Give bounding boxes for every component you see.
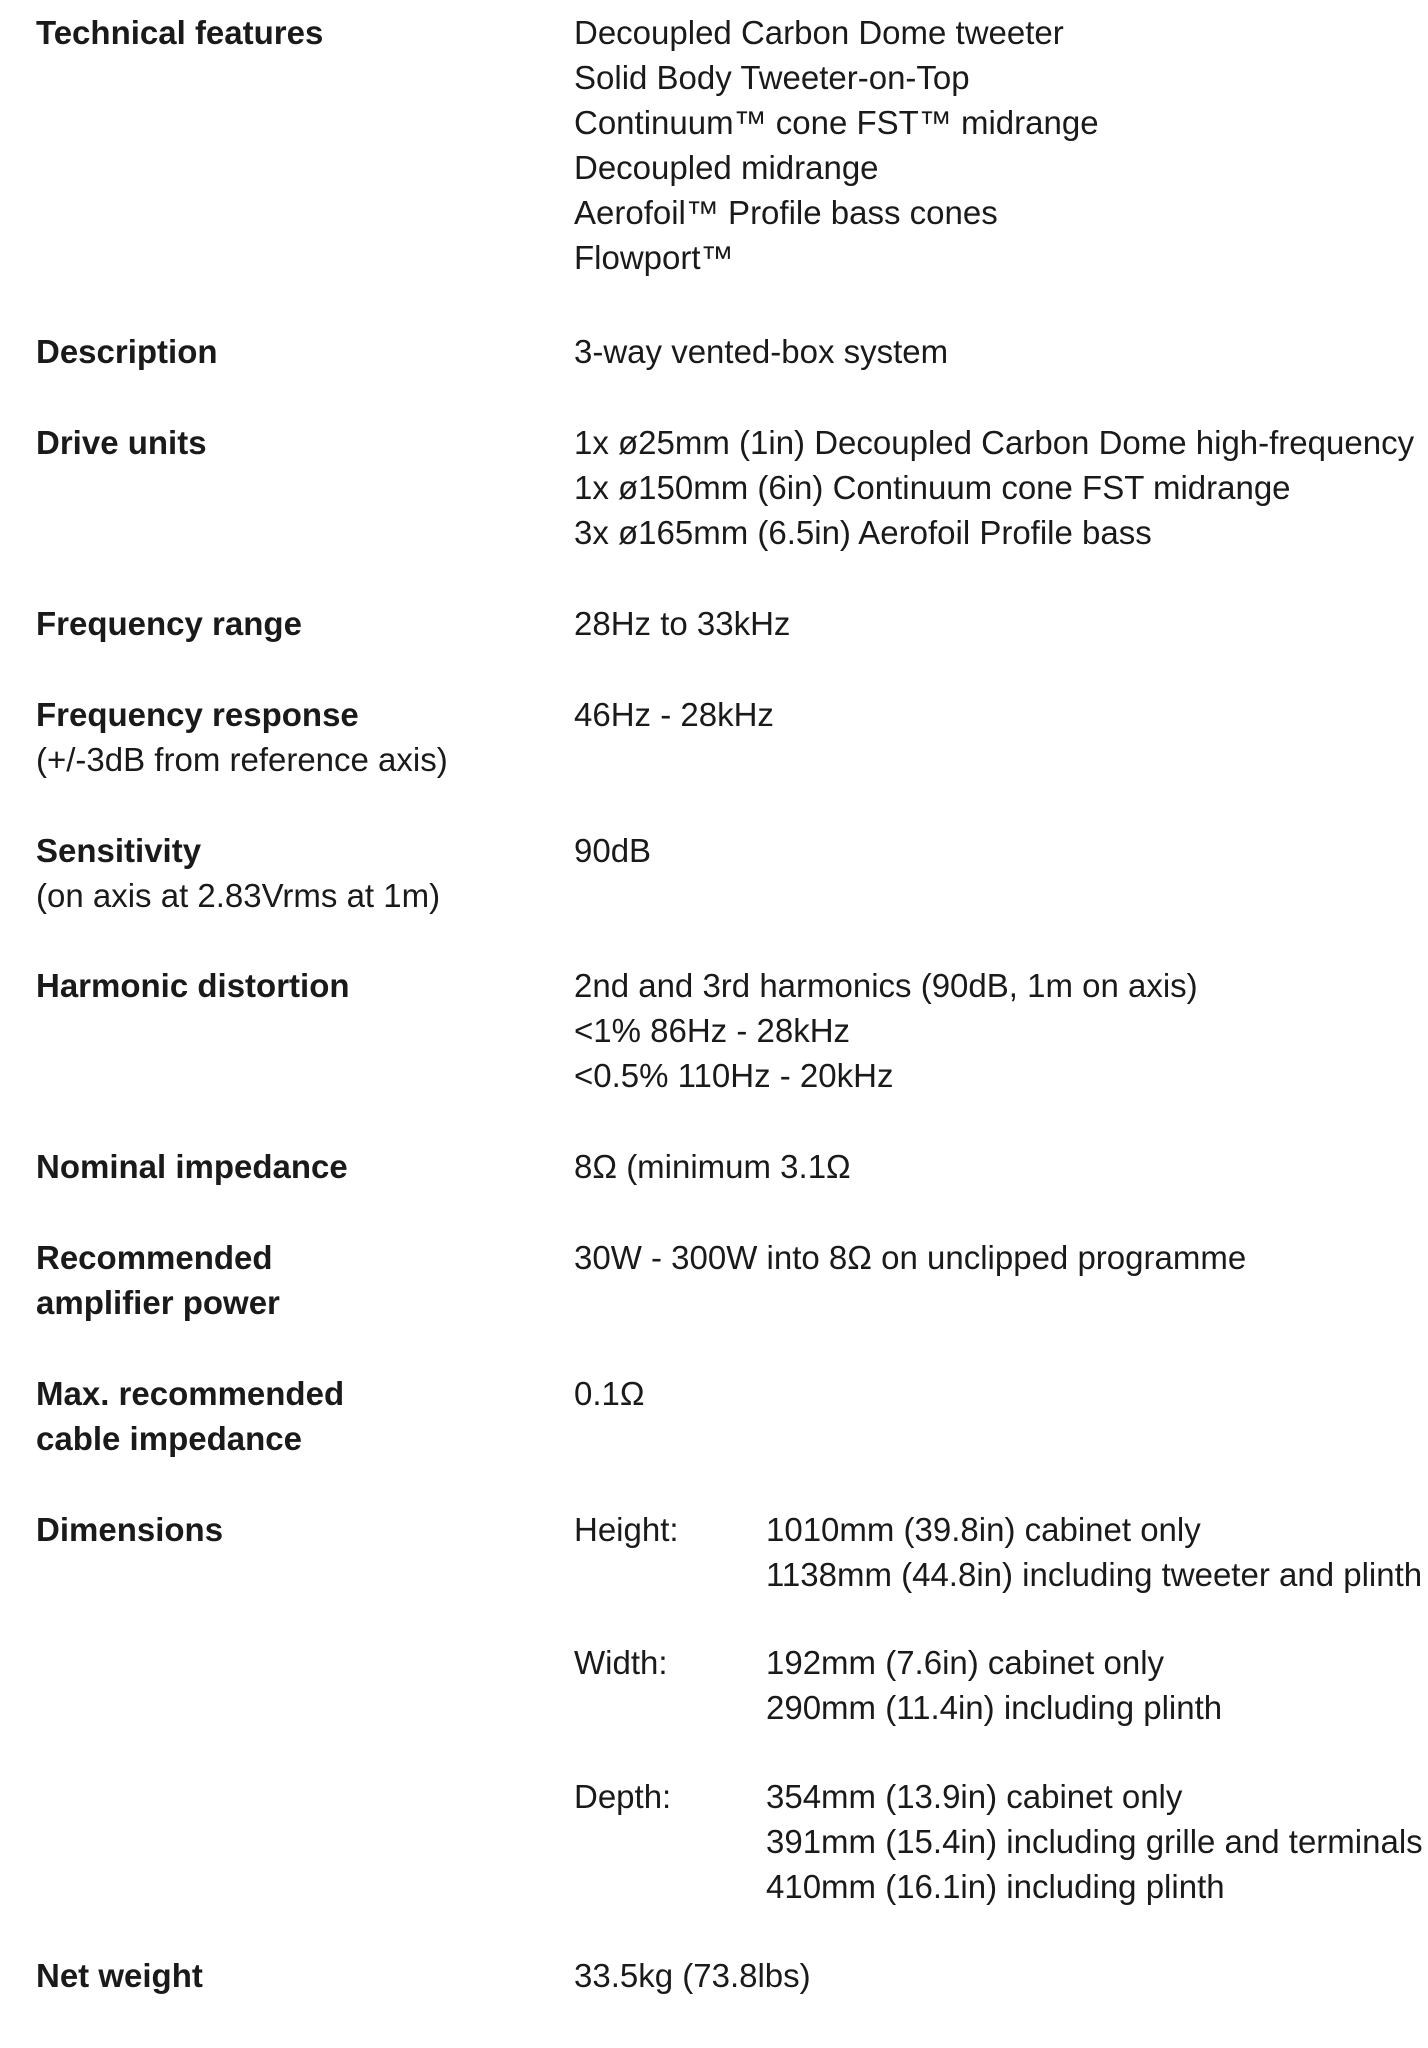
spec-value-line: Decoupled midrange	[574, 149, 879, 186]
dimension-label: Depth:	[574, 1778, 672, 1815]
dimension-values	[766, 1774, 1423, 1909]
spec-sublabel: (+/-3dB from reference axis)	[36, 741, 448, 778]
spec-value-line: Decoupled Carbon Dome tweeter	[574, 14, 1064, 51]
spec-sublabel: (on axis at 2.83Vrms at 1m)	[36, 877, 441, 914]
spec-label	[36, 1953, 536, 1998]
dimension-value-line: 290mm (11.4in) including plinth	[766, 1689, 1223, 1726]
dimension-values	[766, 1507, 1422, 1597]
dimension-value-line: 1010mm (39.8in) cabinet only	[766, 1511, 1201, 1548]
spec-value-line: Flowport™	[574, 239, 734, 276]
spec-value-line: 90dB	[574, 832, 652, 869]
spec-value-line: 8Ω (minimum 3.1Ω	[574, 1148, 851, 1185]
spec-value	[574, 828, 1414, 873]
spec-label	[36, 601, 536, 646]
dimension-values	[766, 1640, 1222, 1730]
spec-value-line: 1x ø25mm (1in) Decoupled Carbon Dome high-frequency	[574, 424, 1415, 461]
spec-label	[36, 1144, 536, 1189]
spec-value-line: 0.1Ω	[574, 1375, 645, 1412]
dimension-label: Width:	[574, 1644, 668, 1681]
spec-label	[36, 828, 536, 918]
spec-label	[36, 1507, 536, 1552]
spec-label-text: Net weight	[36, 1957, 203, 1994]
spec-label-text: Recommended	[36, 1239, 273, 1276]
spec-label-text: Drive units	[36, 424, 207, 461]
spec-label	[36, 1371, 536, 1461]
spec-value-line: <0.5% 110Hz - 20kHz	[574, 1057, 894, 1094]
spec-label	[36, 10, 536, 55]
spec-label-text: Sensitivity	[36, 832, 202, 869]
dimension-value-line: 391mm (15.4in) including grille and terminals	[766, 1823, 1423, 1860]
spec-label-text: Frequency response	[36, 696, 359, 733]
spec-value	[574, 329, 1414, 374]
spec-value-line: 2nd and 3rd harmonics (90dB, 1m on axis)	[574, 967, 1198, 1004]
spec-value	[574, 420, 1414, 555]
spec-label-text: Nominal impedance	[36, 1148, 348, 1185]
spec-value	[574, 692, 1414, 737]
spec-label	[36, 963, 536, 1008]
spec-label-text: Max. recommended	[36, 1375, 345, 1412]
dimension-label: Height:	[574, 1511, 679, 1548]
spec-label	[36, 420, 536, 465]
spec-value-line: 33.5kg (73.8lbs)	[574, 1957, 811, 1994]
spec-value-line: 3-way vented-box system	[574, 333, 949, 370]
spec-value-line: 1x ø150mm (6in) Continuum cone FST midrange	[574, 469, 1291, 506]
spec-value-line: 46Hz - 28kHz	[574, 696, 774, 733]
spec-value-line: Continuum™ cone FST™ midrange	[574, 104, 1099, 141]
spec-label-text: Frequency range	[36, 605, 302, 642]
spec-value	[574, 1371, 1414, 1416]
spec-value-line: 30W - 300W into 8Ω on unclipped programme	[574, 1239, 1247, 1276]
spec-value	[574, 10, 1414, 280]
spec-label-text: Description	[36, 333, 218, 370]
spec-value	[574, 963, 1414, 1098]
spec-value-line: 28Hz to 33kHz	[574, 605, 791, 642]
spec-label	[36, 692, 536, 782]
spec-value-line: Solid Body Tweeter-on-Top	[574, 59, 970, 96]
spec-label-text: Dimensions	[36, 1511, 224, 1548]
spec-label-text: Technical features	[36, 14, 324, 51]
spec-value-line: Aerofoil™ Profile bass cones	[574, 194, 998, 231]
spec-value	[574, 1144, 1414, 1189]
spec-value	[574, 1953, 1414, 1998]
spec-value	[574, 601, 1414, 646]
spec-value	[574, 1235, 1414, 1280]
spec-label	[36, 329, 536, 374]
dimension-value-line: 410mm (16.1in) including plinth	[766, 1868, 1225, 1905]
spec-label	[36, 1235, 536, 1325]
spec-value-line: <1% 86Hz - 28kHz	[574, 1012, 851, 1049]
spec-label-text: amplifier power	[36, 1284, 280, 1321]
dimension-value-line: 192mm (7.6in) cabinet only	[766, 1644, 1165, 1681]
spec-label-text: cable impedance	[36, 1420, 302, 1457]
spec-value-line: 3x ø165mm (6.5in) Aerofoil Profile bass	[574, 514, 1152, 551]
dimension-value-line: 354mm (13.9in) cabinet only	[766, 1778, 1183, 1815]
dimension-value-line: 1138mm (44.8in) including tweeter and plinth	[766, 1556, 1423, 1593]
spec-label-text: Harmonic distortion	[36, 967, 350, 1004]
